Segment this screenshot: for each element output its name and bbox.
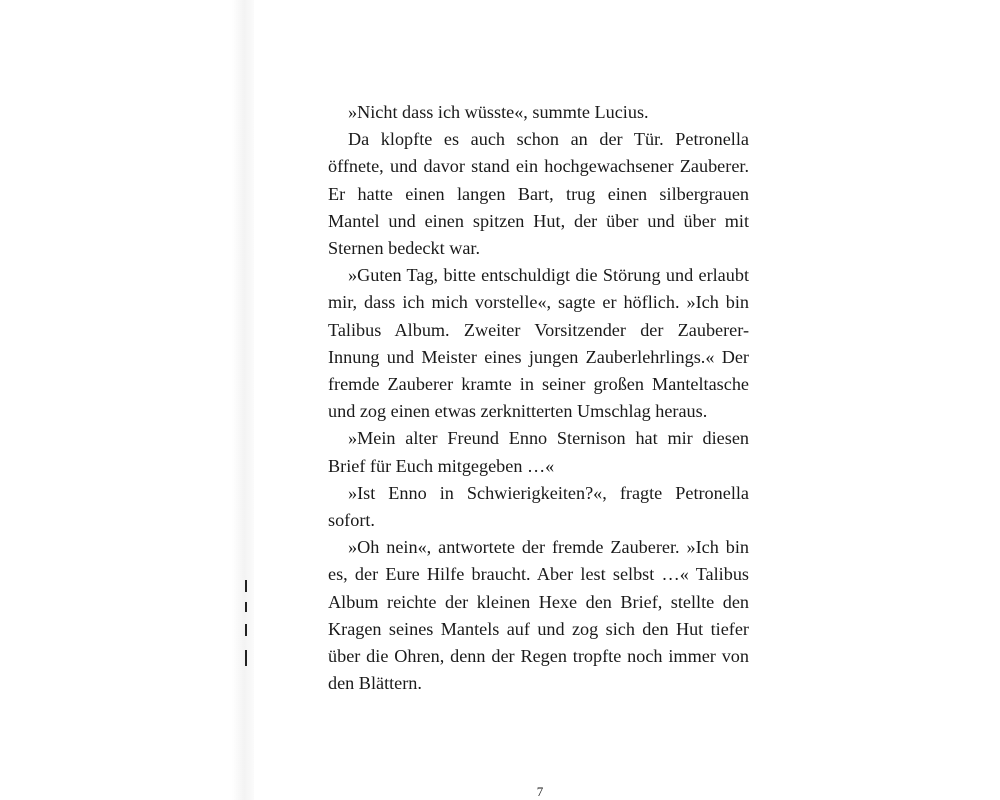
paragraph-1: »Nicht dass ich wüsste«, summte Lucius.: [348, 102, 649, 122]
paragraph-2: Da klopfte es auch schon an der Tür. Petronella öffnete, und davor stand ein hochgewachsener Zauberer. Er hatte einen langen Bart, trug einen silbergrauen Mantel und einen spitzen Hut, der über und über mit Sternen bedeckt war.: [328, 129, 749, 259]
body-text: [328, 99, 749, 697]
book-gutter-shadow: [232, 0, 254, 800]
paragraph-5: »Ist Enno in Schwierigkeiten?«, fragte Petronella sofort.: [328, 482, 749, 531]
paragraph-4: »Mein alter Freund Enno Sternison hat mir diesen Brief für Euch mitgegeben …«: [328, 428, 749, 476]
paragraph-6: »Oh nein«, antwortete der fremde Zauberer. »Ich bin es, der Eure Hilfe braucht. Aber lest selbst …« Talibus Album reichte der kleinen Hexe den Brief, stellte den Kragen seines Mantels auf und zog sich den Hut tiefer über die Ohren, denn der Regen tropfte noch immer von den Blättern.: [328, 537, 749, 694]
page-number: 7: [536, 784, 544, 799]
paragraph-3: »Guten Tag, bitte entschuldigt die Störung und erlaubt mir, dass ich mich vorstelle«, sagte er höflich. »Ich bin Talibus Album. Zweiter Vorsitzender der Zauberer-Innung und Meister eines jungen Zauberlehrlings.« Der fremde Zauberer kramte in seiner großen Manteltasche und zog einen etwas zerknitterten Umschlag heraus.: [328, 265, 749, 422]
gutter-marks: [245, 580, 248, 670]
